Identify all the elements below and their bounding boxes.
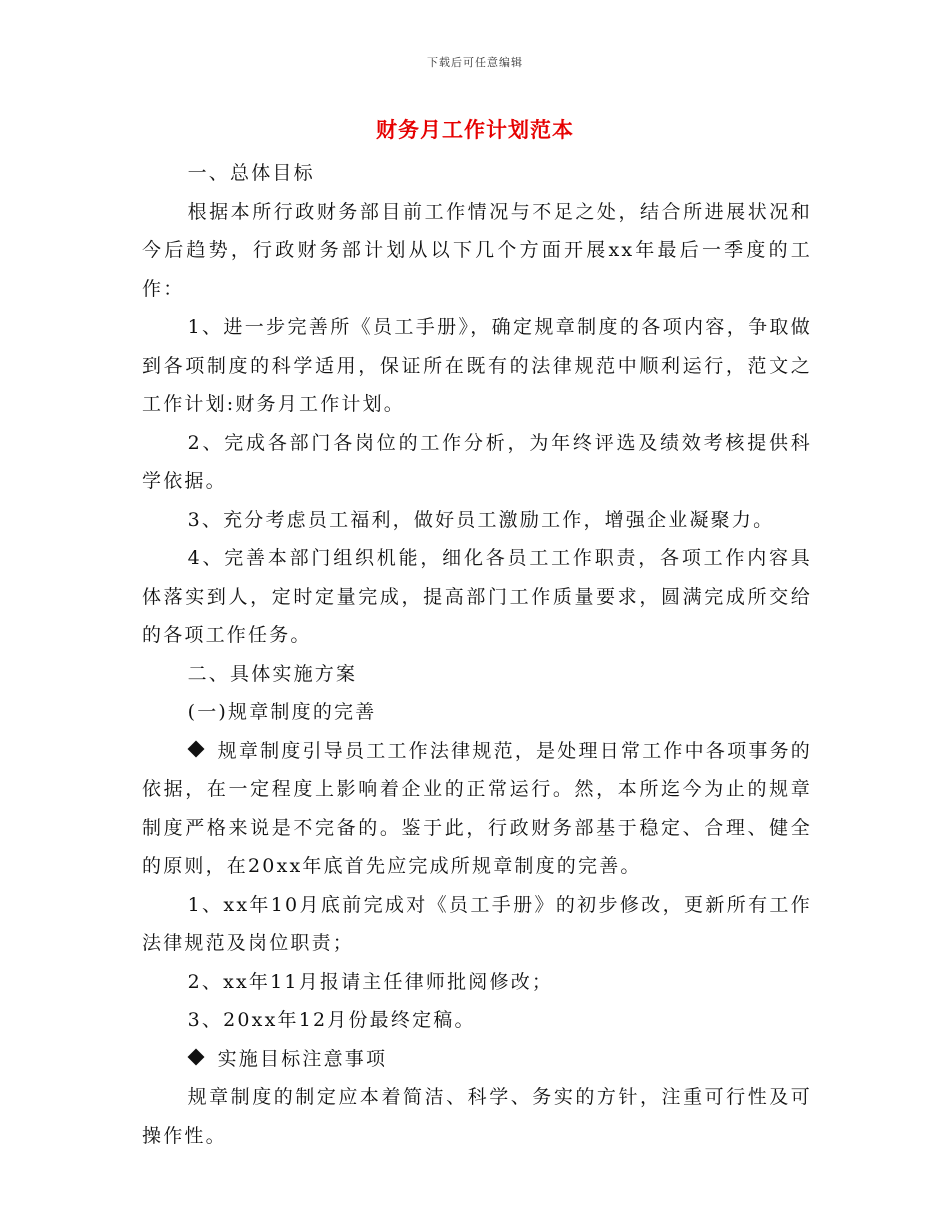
diamond-bullet-icon: [187, 1048, 204, 1065]
section-heading: 一、总体目标: [187, 162, 315, 184]
list-item: 1、进一步完善所《员工手册》，确定规章制度的各项内容，争取做到各项制度的科学适用，保证所在既有的法律规范中顺利运行，范文之工作计划:财务月工作计划。: [142, 316, 812, 415]
header-note: 下载后可任意编辑: [427, 56, 523, 69]
document-title: 财务月工作计划范本: [376, 117, 574, 142]
list-item: 1、xx年10月底前完成对《员工手册》的初步修改，更新所有工作法律规范及岗位职责；: [142, 893, 812, 954]
subsection-heading: (一)规章制度的完善: [187, 701, 377, 723]
paragraph: 根据本所行政财务部目前工作情况与不足之处，结合所进展状况和今后趋势，行政财务部计划从以下几个方面开展xx年最后一季度的工作：: [142, 200, 812, 300]
bullet-paragraph: [142, 732, 812, 886]
list-item: 4、完善本部门组织机能，细化各员工工作职责，各项工作内容具体落实到人，定时定量完成，提高部门工作质量要求，圆满完成所交给的各项工作任务。: [142, 547, 812, 646]
document-body: [142, 154, 812, 1155]
paragraph: 规章制度的制定应本着简洁、科学、务实的方针，注重可行性及可操作性。: [142, 1086, 812, 1147]
bullet-text: 实施目标注意事项: [217, 1047, 388, 1070]
diamond-bullet-icon: [187, 740, 204, 757]
section-heading: 二、具体实施方案: [187, 662, 358, 685]
bullet-text: 规章制度引导员工工作法律规范，是处理日常工作中各项事务的依据，在一定程度上影响着企业的正常运行。然，本所迄今为止的规章制度严格来说是不完备的。鉴于此，行政财务部基于稳定、合理、健全的原则，在20xx年底首先应完成所规章制度的完善。: [142, 739, 812, 877]
list-item: 2、完成各部门各岗位的工作分析，为年终评选及绩效考核提供科学依据。: [142, 431, 812, 492]
list-item: 3、20xx年12月份最终定稿。: [187, 1009, 476, 1031]
list-item: 3、充分考虑员工福利，做好员工激励工作，增强企业凝聚力。: [187, 508, 775, 531]
bullet-paragraph: [142, 1040, 812, 1079]
list-item: 2、xx年11月报请主任律师批阅修改；: [187, 970, 554, 993]
